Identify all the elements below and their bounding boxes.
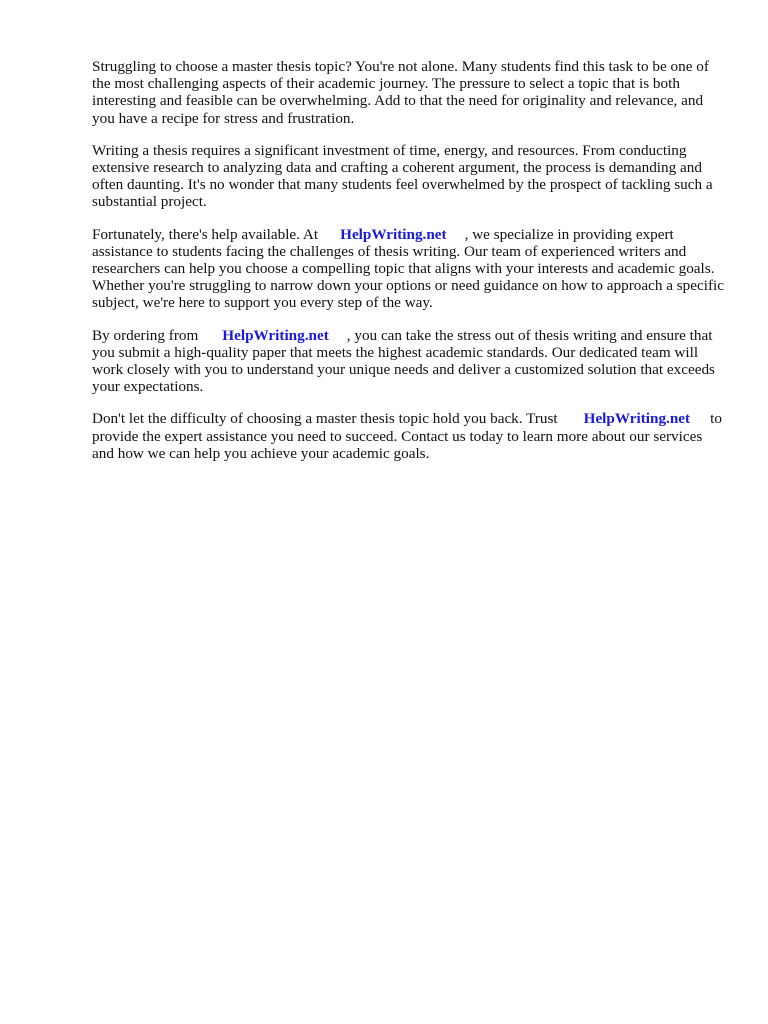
helpwriting-link[interactable]: HelpWriting.net <box>340 225 447 243</box>
paragraph-ordering <box>92 327 724 396</box>
document-body <box>92 58 724 477</box>
paragraph-investment: Writing a thesis requires a significant investment of time, energy, and resources. From conducting extensive research to analyzing data and crafting a coherent argument, the process is demanding and often daunting. It's no wonder that many students feel overwhelmed by the prospect of tackling such a substantial project. <box>92 141 713 211</box>
paragraph-text-before-link: Fortunately, there's help available. At <box>92 225 319 243</box>
helpwriting-link[interactable]: HelpWriting.net <box>222 326 329 344</box>
paragraph-text-before-link: By ordering from <box>92 326 199 344</box>
paragraph-help-available <box>92 226 724 312</box>
paragraph-text-after-link: , we specialize in providing expert assistance to students facing the challenges of thesis writing. Our team of experienced writers and researchers can help you choose a compelling topic that aligns with your interests and academic goals. Whether you're struggling to narrow down your options or need guidance on how to approach a specific subject, we're here to support you every step of the way. <box>92 225 724 312</box>
paragraph-intro: Struggling to choose a master thesis topic? You're not alone. Many students find this task to be one of the most challenging aspects of their academic journey. The pressure to select a topic that is both interesting and feasible can be overwhelming. Add to that the need for originality and relevance, and you have a recipe for stress and frustration. <box>92 58 709 127</box>
paragraph-text-after-link: to provide the expert assistance you need to succeed. Contact us today to learn more about our services and how we can help you achieve your academic goals. <box>92 410 722 462</box>
paragraph-text-after-link: , you can take the stress out of thesis writing and ensure that you submit a high-quality paper that meets the highest academic standards. Our dedicated team will work closely with you to understand your unique needs and deliver a customized solution that exceeds your expectations. <box>92 326 715 396</box>
paragraph-text-before-link: Don't let the difficulty of choosing a master thesis topic hold you back. Trust <box>92 410 558 428</box>
paragraph-closing <box>92 410 724 462</box>
helpwriting-link[interactable]: HelpWriting.net <box>583 410 691 428</box>
